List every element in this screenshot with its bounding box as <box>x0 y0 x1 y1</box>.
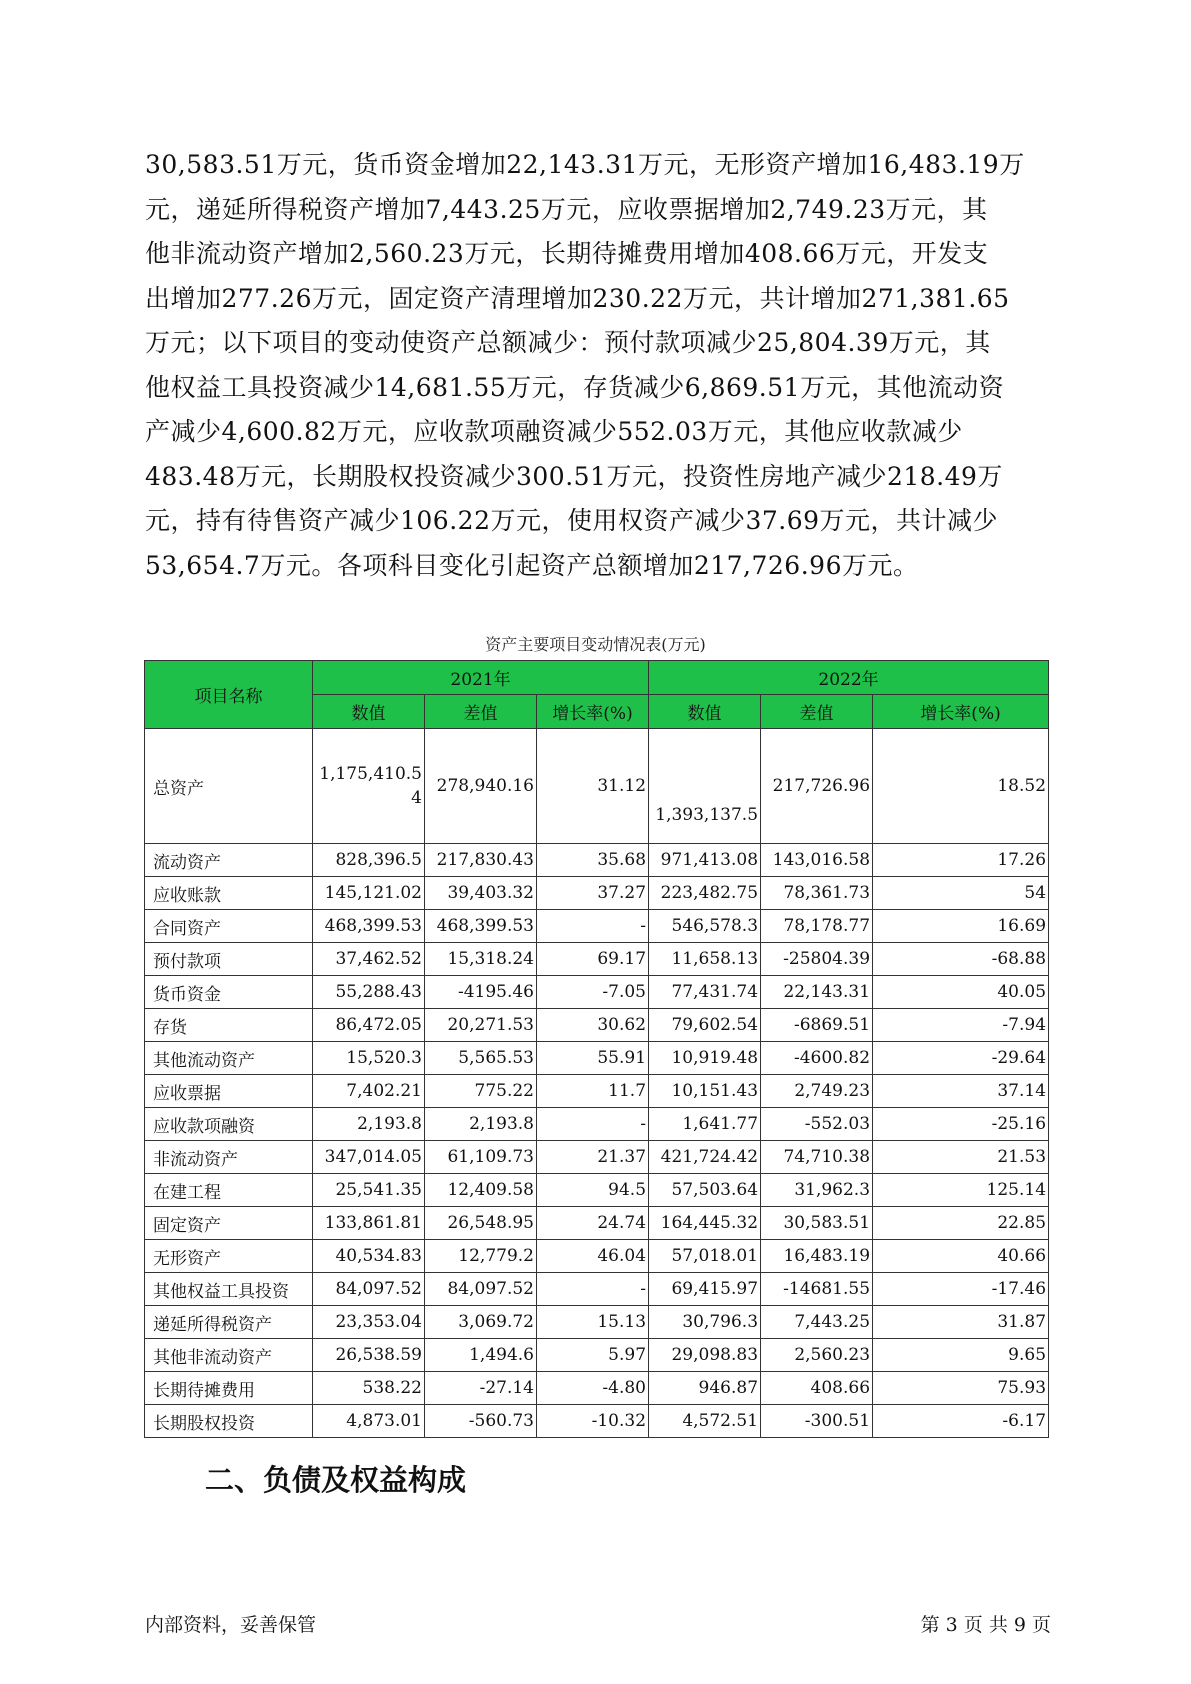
paragraph-line: 30,583.51万元，货币资金增加22,143.31万元，无形资产增加16,483.19万 <box>145 150 1025 179</box>
row-cell-v2: 79,602.54 <box>649 1009 761 1042</box>
row-cell-g1: 15.13 <box>537 1306 649 1339</box>
row-cell-g1: -10.32 <box>537 1405 649 1438</box>
row-cell-v2: 77,431.74 <box>649 976 761 1009</box>
row-cell-g2: -17.46 <box>873 1273 1049 1306</box>
table-row <box>145 844 1049 877</box>
row-cell-g1: - <box>537 910 649 943</box>
row-cell-g2: 40.05 <box>873 976 1049 1009</box>
row-cell-v2: 11,658.13 <box>649 943 761 976</box>
row-cell-d2: 78,178.77 <box>761 910 873 943</box>
table-row <box>145 1339 1049 1372</box>
table-caption: 资产主要项目变动情况表(万元) <box>485 635 706 654</box>
row-cell-g2: 21.53 <box>873 1141 1049 1174</box>
asset-change-table <box>144 660 1049 1438</box>
row-item-name: 货币资金 <box>145 976 313 1009</box>
row-item-name: 固定资产 <box>145 1207 313 1240</box>
row-cell-v2: 69,415.97 <box>649 1273 761 1306</box>
row-item-name: 其他流动资产 <box>145 1042 313 1075</box>
row-cell-d2: 7,443.25 <box>761 1306 873 1339</box>
header-year-2022: 2022年 <box>649 661 1049 695</box>
row-cell-d2: -14681.55 <box>761 1273 873 1306</box>
row-cell-g1: 37.27 <box>537 877 649 910</box>
header-item-name: 项目名称 <box>145 661 313 729</box>
row-cell-d1: 5,565.53 <box>425 1042 537 1075</box>
row-cell-v1: 15,520.3 <box>313 1042 425 1075</box>
row-cell-d2: 408.66 <box>761 1372 873 1405</box>
table-row <box>145 1075 1049 1108</box>
row-item-name: 非流动资产 <box>145 1141 313 1174</box>
row-cell-g2: -6.17 <box>873 1405 1049 1438</box>
row-cell-d1: 61,109.73 <box>425 1141 537 1174</box>
row-cell-d1: 20,271.53 <box>425 1009 537 1042</box>
row-cell-g2: 125.14 <box>873 1174 1049 1207</box>
header-growth-2021: 增长率(%) <box>537 695 649 729</box>
row-item-name: 其他非流动资产 <box>145 1339 313 1372</box>
table-row <box>145 1207 1049 1240</box>
row-cell-g2: 54 <box>873 877 1049 910</box>
table-row <box>145 729 1049 844</box>
row-cell-v2: 546,578.3 <box>649 910 761 943</box>
row-cell-g1: 69.17 <box>537 943 649 976</box>
row-item-name: 递延所得税资产 <box>145 1306 313 1339</box>
body-paragraph <box>145 143 1050 588</box>
table-row <box>145 1174 1049 1207</box>
row-cell-d1: 3,069.72 <box>425 1306 537 1339</box>
row-item-name: 长期股权投资 <box>145 1405 313 1438</box>
row-cell-d1: 12,409.58 <box>425 1174 537 1207</box>
footer-confidential: 内部资料，妥善保管 <box>145 1614 317 1636</box>
row-item-name: 存货 <box>145 1009 313 1042</box>
row-cell-v1: 145,121.02 <box>313 877 425 910</box>
row-cell-d2: 217,726.96 <box>761 729 873 844</box>
row-cell-d1: 15,318.24 <box>425 943 537 976</box>
footer-page-number: 第 3 页 共 9 页 <box>920 1614 1051 1636</box>
table-row <box>145 1141 1049 1174</box>
row-cell-d1: 2,193.8 <box>425 1108 537 1141</box>
row-cell-v1: 7,402.21 <box>313 1075 425 1108</box>
row-cell-g2: 18.52 <box>873 729 1049 844</box>
row-cell-v1: 347,014.05 <box>313 1141 425 1174</box>
row-cell-v1: 84,097.52 <box>313 1273 425 1306</box>
header-year-2021: 2021年 <box>313 661 649 695</box>
row-item-name: 流动资产 <box>145 844 313 877</box>
row-cell-v2: 1,641.77 <box>649 1108 761 1141</box>
row-cell-v2: 4,572.51 <box>649 1405 761 1438</box>
row-cell-g1: 30.62 <box>537 1009 649 1042</box>
row-cell-d2: -552.03 <box>761 1108 873 1141</box>
row-cell-v2: 30,796.3 <box>649 1306 761 1339</box>
row-cell-d1: 1,494.6 <box>425 1339 537 1372</box>
row-cell-v2: 421,724.42 <box>649 1141 761 1174</box>
paragraph-line: 元，持有待售资产减少106.22万元，使用权资产减少37.69万元，共计减少 <box>145 506 999 535</box>
row-cell-v1: 55,288.43 <box>313 976 425 1009</box>
row-cell-g2: -68.88 <box>873 943 1049 976</box>
section-heading: 二、负债及权益构成 <box>205 1463 467 1497</box>
paragraph-line: 产减少4,600.82万元，应收款项融资减少552.03万元，其他应收款减少 <box>145 417 963 446</box>
row-cell-v1: 40,534.83 <box>313 1240 425 1273</box>
header-diff-2022: 差值 <box>761 695 873 729</box>
row-cell-v2: 10,919.48 <box>649 1042 761 1075</box>
row-cell-g1: - <box>537 1108 649 1141</box>
header-value-2021: 数值 <box>313 695 425 729</box>
row-item-name: 在建工程 <box>145 1174 313 1207</box>
paragraph-line: 他权益工具投资减少14,681.55万元，存货减少6,869.51万元，其他流动资 <box>145 372 1005 402</box>
row-cell-v2: 57,503.64 <box>649 1174 761 1207</box>
row-cell-d2: 74,710.38 <box>761 1141 873 1174</box>
row-cell-v1: 4,873.01 <box>313 1405 425 1438</box>
row-cell-g2: 37.14 <box>873 1075 1049 1108</box>
row-cell-g1: - <box>537 1273 649 1306</box>
row-item-name: 合同资产 <box>145 910 313 943</box>
row-cell-g1: 55.91 <box>537 1042 649 1075</box>
row-item-name: 无形资产 <box>145 1240 313 1273</box>
row-cell-g2: -25.16 <box>873 1108 1049 1141</box>
row-cell-g1: -4.80 <box>537 1372 649 1405</box>
row-item-name: 应收票据 <box>145 1075 313 1108</box>
row-cell-g2: -7.94 <box>873 1009 1049 1042</box>
row-cell-d1: 84,097.52 <box>425 1273 537 1306</box>
paragraph-line: 出增加277.26万元，固定资产清理增加230.22万元，共计增加271,381.65 <box>145 283 1010 313</box>
row-cell-g2: 40.66 <box>873 1240 1049 1273</box>
table-row <box>145 976 1049 1009</box>
row-cell-d2: 16,483.19 <box>761 1240 873 1273</box>
row-cell-g1: 11.7 <box>537 1075 649 1108</box>
paragraph-line: 483.48万元，长期股权投资减少300.51万元，投资性房地产减少218.49万 <box>145 461 1003 491</box>
row-cell-d1: 278,940.16 <box>425 729 537 844</box>
row-item-name: 预付款项 <box>145 943 313 976</box>
row-cell-v1: 133,861.81 <box>313 1207 425 1240</box>
row-cell-v1: 828,396.5 <box>313 844 425 877</box>
table-row <box>145 1240 1049 1273</box>
row-cell-g1: -7.05 <box>537 976 649 1009</box>
row-cell-g2: -29.64 <box>873 1042 1049 1075</box>
row-item-name: 总资产 <box>145 729 313 844</box>
row-cell-g1: 5.97 <box>537 1339 649 1372</box>
row-cell-g1: 31.12 <box>537 729 649 844</box>
row-cell-g2: 16.69 <box>873 910 1049 943</box>
row-cell-d1: -27.14 <box>425 1372 537 1405</box>
row-cell-v1: 468,399.53 <box>313 910 425 943</box>
row-cell-v2: 223,482.75 <box>649 877 761 910</box>
row-cell-d2: 22,143.31 <box>761 976 873 1009</box>
row-cell-d1: -560.73 <box>425 1405 537 1438</box>
table-row <box>145 1372 1049 1405</box>
table-row <box>145 877 1049 910</box>
row-cell-v1: 2,193.8 <box>313 1108 425 1141</box>
row-cell-d2: 143,016.58 <box>761 844 873 877</box>
paragraph-line: 他非流动资产增加2,560.23万元，长期待摊费用增加408.66万元，开发支 <box>145 239 989 268</box>
table-row <box>145 1306 1049 1339</box>
row-cell-g1: 21.37 <box>537 1141 649 1174</box>
row-cell-v2: 10,151.43 <box>649 1075 761 1108</box>
row-cell-g2: 9.65 <box>873 1339 1049 1372</box>
row-cell-d2: 78,361.73 <box>761 877 873 910</box>
row-cell-d2: 31,962.3 <box>761 1174 873 1207</box>
row-item-name: 长期待摊费用 <box>145 1372 313 1405</box>
table-row <box>145 1405 1049 1438</box>
row-cell-g1: 94.5 <box>537 1174 649 1207</box>
table-row <box>145 910 1049 943</box>
row-item-name: 应收款项融资 <box>145 1108 313 1141</box>
row-cell-d2: -4600.82 <box>761 1042 873 1075</box>
header-value-2022: 数值 <box>649 695 761 729</box>
table-row <box>145 1009 1049 1042</box>
row-cell-v2: 971,413.08 <box>649 844 761 877</box>
row-cell-v1: 1,175,410.54 <box>313 729 425 844</box>
row-cell-g2: 31.87 <box>873 1306 1049 1339</box>
row-cell-v2: 29,098.83 <box>649 1339 761 1372</box>
row-cell-d1: 217,830.43 <box>425 844 537 877</box>
row-cell-v2: 946.87 <box>649 1372 761 1405</box>
row-cell-d2: -25804.39 <box>761 943 873 976</box>
row-cell-g1: 35.68 <box>537 844 649 877</box>
row-cell-d2: -6869.51 <box>761 1009 873 1042</box>
paragraph-line: 53,654.7万元。各项科目变化引起资产总额增加217,726.96万元。 <box>145 550 919 580</box>
row-cell-d2: -300.51 <box>761 1405 873 1438</box>
row-cell-d1: 12,779.2 <box>425 1240 537 1273</box>
row-cell-d2: 30,583.51 <box>761 1207 873 1240</box>
row-cell-g1: 24.74 <box>537 1207 649 1240</box>
table-row <box>145 1042 1049 1075</box>
row-cell-v1: 23,353.04 <box>313 1306 425 1339</box>
paragraph-line: 万元；以下项目的变动使资产总额减少：预付款项减少25,804.39万元，其 <box>145 328 991 357</box>
table-row <box>145 943 1049 976</box>
row-cell-v1: 538.22 <box>313 1372 425 1405</box>
row-cell-v2: 164,445.32 <box>649 1207 761 1240</box>
row-cell-d2: 2,560.23 <box>761 1339 873 1372</box>
row-cell-v2: 57,018.01 <box>649 1240 761 1273</box>
row-cell-d1: 39,403.32 <box>425 877 537 910</box>
row-cell-g2: 17.26 <box>873 844 1049 877</box>
row-cell-d1: 468,399.53 <box>425 910 537 943</box>
row-cell-v1: 37,462.52 <box>313 943 425 976</box>
table-row <box>145 1108 1049 1141</box>
row-cell-d1: 775.22 <box>425 1075 537 1108</box>
paragraph-line: 元，递延所得税资产增加7,443.25万元，应收票据增加2,749.23万元，其 <box>145 194 988 224</box>
row-item-name: 应收账款 <box>145 877 313 910</box>
header-diff-2021: 差值 <box>425 695 537 729</box>
row-cell-d1: 26,548.95 <box>425 1207 537 1240</box>
row-cell-g1: 46.04 <box>537 1240 649 1273</box>
row-cell-v1: 26,538.59 <box>313 1339 425 1372</box>
row-cell-g2: 22.85 <box>873 1207 1049 1240</box>
row-item-name: 其他权益工具投资 <box>145 1273 313 1306</box>
row-cell-v2: 1,393,137.5 <box>649 729 761 844</box>
row-cell-d2: 2,749.23 <box>761 1075 873 1108</box>
row-cell-g2: 75.93 <box>873 1372 1049 1405</box>
table-row <box>145 1273 1049 1306</box>
row-cell-d1: -4195.46 <box>425 976 537 1009</box>
header-growth-2022: 增长率(%) <box>873 695 1049 729</box>
row-cell-v1: 86,472.05 <box>313 1009 425 1042</box>
row-cell-v1: 25,541.35 <box>313 1174 425 1207</box>
